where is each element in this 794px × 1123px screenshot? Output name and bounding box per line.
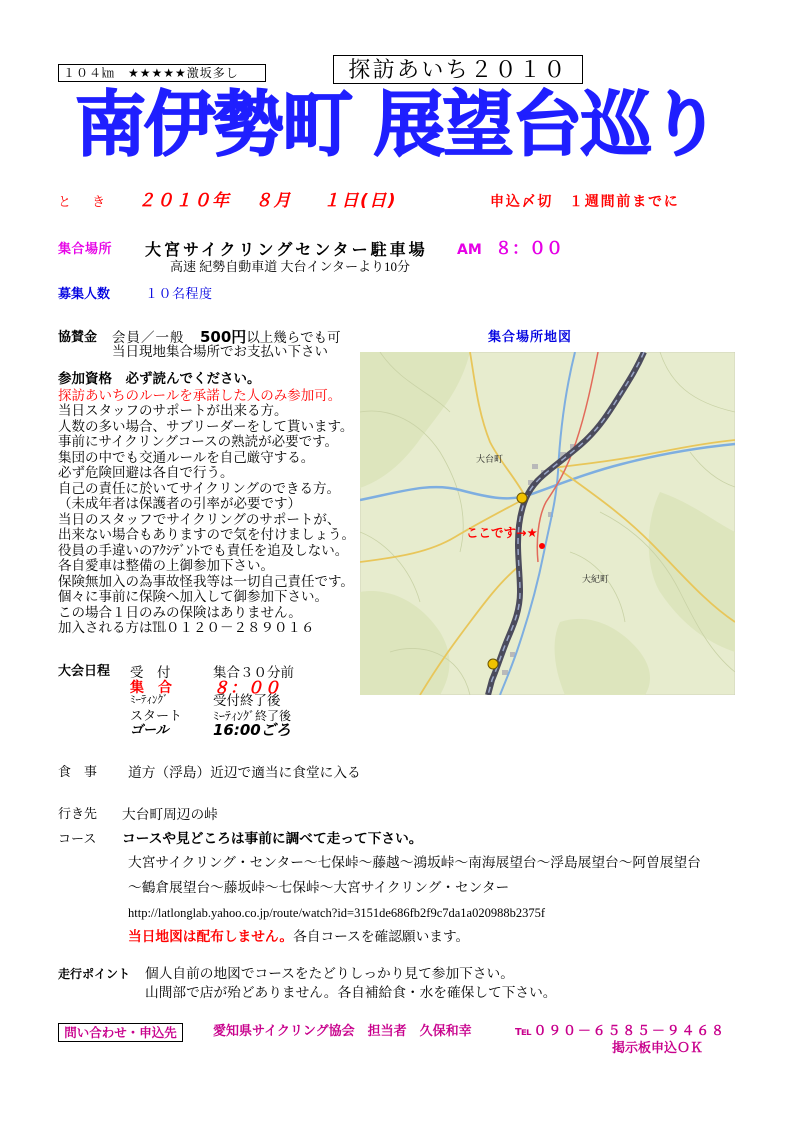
course-url: http://latlonglab.yahoo.co.jp/route/watch?id=3151de686fb2f9c7da1a020988b2375f — [128, 906, 546, 920]
meeting-access: 高速 紀勢自動車道 大台インターより10分 — [170, 259, 410, 274]
contact-tel: ℡０９０－６５８５－９４６８ — [515, 1024, 726, 1039]
date-year: ２０１０年 — [138, 191, 231, 211]
interchange-marker — [488, 659, 498, 669]
eligibility-item: 役員の手違いのｱｸｼﾃﾞﾝﾄでも責任を追及しない。 — [58, 542, 349, 558]
eligibility-item: 各自愛車は整備の上御参加下さい。 — [58, 558, 274, 573]
fee-amount-note: 以上幾らでも可 — [246, 330, 341, 345]
destination-label: 行き先 — [58, 807, 98, 822]
date-day: １日(日) — [323, 191, 398, 211]
schedule-item-meeting: ﾐｰﾃｨﾝｸﾞ — [130, 694, 169, 706]
eligibility-section — [58, 372, 355, 636]
eligibility-item: この場合１日のみの保険はありません。 — [58, 604, 302, 620]
map-town-label: 大台町 — [476, 455, 504, 465]
schedule-item-assembly: 集 合 — [130, 680, 172, 696]
eligibility-heading: 参加資格 必ず読んでください。 — [58, 371, 261, 387]
riding-point-line: 山間部で店が殆どありません。各自補給食・水を確保して下さい。 — [145, 985, 557, 1000]
meal-value: 道方（浮島）近辺で適当に食堂に入る — [128, 765, 361, 780]
fee-payment: 当日現地集合場所でお支払い下さい — [112, 344, 328, 359]
contact-label: 問い合わせ・申込先 — [58, 1023, 183, 1042]
meeting-point-dot — [539, 543, 545, 549]
map-notice-text: 各自コースを確認願います。 — [293, 929, 470, 944]
recruit-label: 募集人数 — [58, 287, 111, 302]
course-route-line: 大宮サイクリング・センター～七保峠～藤越～鴻坂峠～南海展望台～浮島展望台～阿曽展望台 — [128, 855, 701, 870]
map-title: 集合場所地図 — [488, 330, 573, 345]
meeting-place-map — [360, 352, 735, 695]
schedule-item-start: スタート — [130, 708, 183, 723]
eligibility-item: 自己の責任に於いてサイクリングのできる方。 — [58, 480, 341, 496]
eligibility-item: 事前にサイクリングコースの熟読が必要です。 — [58, 434, 338, 449]
eligibility-item: 当日のスタッフでサイクリングのサポートが、 — [58, 511, 341, 527]
contact-organization: 愛知県サイクリング協会 担当者 久保和幸 — [213, 1024, 472, 1039]
course-map-notice — [128, 930, 469, 945]
destination-value: 大台町周辺の峠 — [122, 807, 218, 822]
date-month: ８月 — [255, 191, 292, 211]
eligibility-item: 人数の多い場合、サブリーダーをして貰います。 — [58, 418, 354, 434]
date-label: と き — [58, 194, 110, 209]
map-notice-red: 当日地図は配布しません。 — [128, 929, 294, 945]
eligibility-item: 保険無加入の為事故怪我等は一切自己責任です。 — [58, 573, 354, 589]
meeting-time: ８：００ — [495, 239, 563, 259]
eligibility-item: 当日スタッフのサポートが出来る方。 — [58, 403, 288, 418]
eligibility-item: 出来ない場合もありますので気を付けましょう。 — [58, 527, 355, 542]
interchange-marker — [517, 493, 527, 503]
recruit-value: １０名程度 — [145, 287, 213, 302]
schedule-time-meeting: 受付終了後 — [213, 693, 281, 708]
course-note: コースや見どころは事前に調べて走って下さい。 — [122, 831, 423, 847]
schedule-time-goal: 16:00ごろ — [213, 721, 291, 739]
fee-amount: 500円 — [200, 328, 247, 346]
fee-amount-line — [200, 330, 341, 345]
schedule-item-goal: ゴール — [130, 723, 169, 738]
fee-member-type: 会員／一般 — [112, 330, 185, 345]
riding-points-label: 走行ポイント — [58, 967, 131, 981]
eligibility-item: 必ず危険回避は各自で行う。 — [58, 465, 234, 480]
eligibility-item: 個々に事前に保険へ加入して御参加下さい。 — [58, 589, 328, 604]
schedule-time-reception: 集合３０分前 — [213, 665, 294, 680]
distance-badge: １０４㎞ ★★★★★激坂多し — [58, 64, 266, 82]
meeting-label: 集合場所 — [58, 242, 113, 257]
schedule-time-assembly: ８：００ — [213, 678, 282, 697]
riding-point-line: 個人自前の地図でコースをたどりしっかり見て参加下さい。 — [145, 966, 514, 981]
contact-note: 掲示板申込ＯＫ — [612, 1041, 704, 1056]
main-title: 南伊勢町 展望台巡り — [75, 83, 719, 166]
schedule-item-reception: 受 付 — [130, 665, 171, 680]
here-marker-label: ここです→★ — [466, 525, 538, 540]
application-deadline: 申込〆切 １週間前までに — [490, 194, 680, 210]
course-label: コース — [58, 832, 97, 847]
eligibility-item: 探訪あいちのルールを承諾した人のみ参加可。 — [58, 387, 342, 403]
meal-label: 食 事 — [58, 765, 98, 780]
series-title: 探訪あいち２０１０ — [333, 55, 583, 84]
eligibility-item: 集団の中でも交通ルールを自己厳守する。 — [58, 449, 315, 465]
fee-label: 協賛金 — [58, 330, 98, 345]
meeting-time-prefix: AM — [457, 242, 482, 258]
schedule-time-start: ﾐｰﾃｨﾝｸﾞ終了後 — [213, 709, 292, 723]
eligibility-item: 加入される方は℡０１２０－２８９０１６ — [58, 620, 315, 635]
meeting-place: 大宮サイクリングセンター駐車場 — [145, 240, 428, 259]
map-town-label: 大紀町 — [582, 575, 610, 585]
schedule-label: 大会日程 — [58, 664, 111, 679]
course-route-line: ～鶴倉展望台～藤坂峠～七保峠～大宮サイクリング・センター — [128, 880, 510, 895]
eligibility-item: （未成年者は保護者の引率が必要です） — [58, 496, 301, 511]
